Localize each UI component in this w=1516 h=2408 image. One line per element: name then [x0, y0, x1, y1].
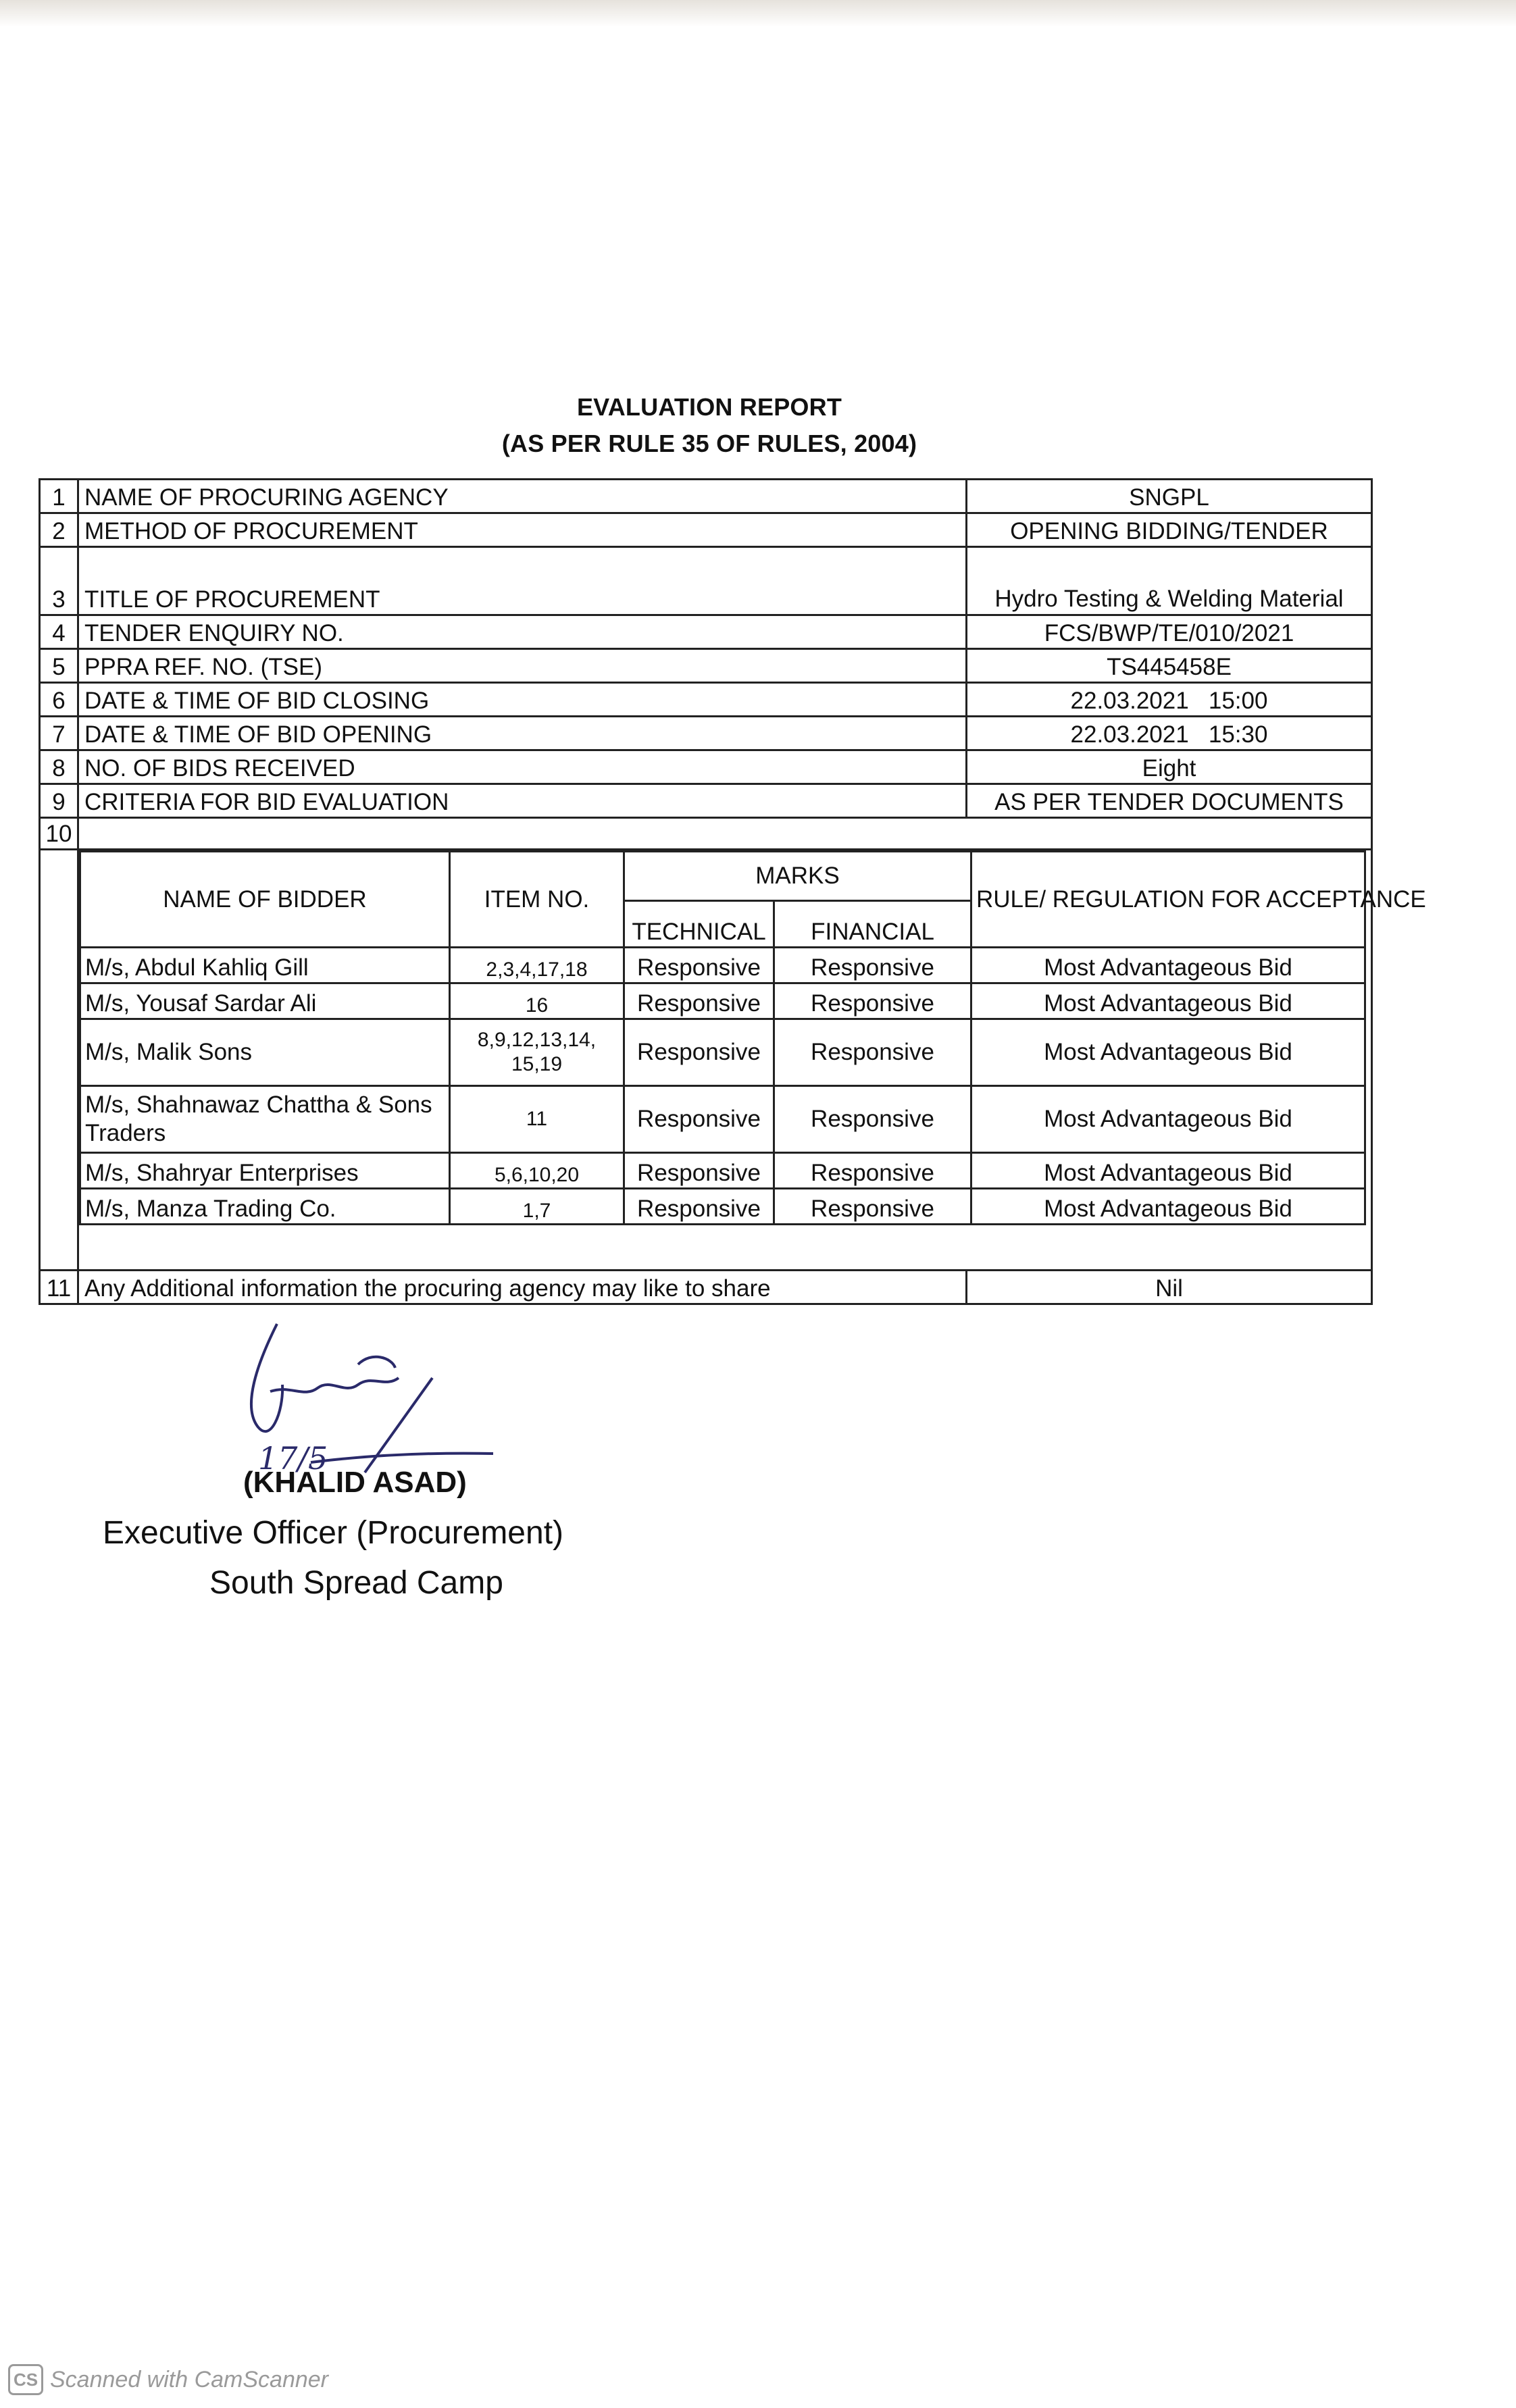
row-bids-received: [40, 750, 1372, 784]
row-bidders: [40, 850, 1372, 1271]
row-label: PPRA REF. NO. (TSE): [78, 649, 967, 683]
row-number-empty: [40, 850, 78, 1271]
bidder-financial: Responsive: [774, 948, 971, 983]
row-label: DATE & TIME OF BID CLOSING: [78, 683, 967, 717]
row-value: Nil: [967, 1271, 1372, 1304]
camscanner-watermark: [8, 2364, 328, 2395]
row-ten-blank: [78, 818, 1372, 850]
row-number: 6: [40, 683, 78, 717]
bidder-technical: Responsive: [624, 1153, 774, 1189]
row-value: OPENING BIDDING/TENDER: [967, 513, 1372, 547]
row-criteria: [40, 784, 1372, 818]
bidder-rule: Most Advantageous Bid: [971, 1086, 1365, 1153]
row-number: 1: [40, 480, 78, 513]
bidders-cell: [78, 850, 1426, 1271]
row-bid-closing: [40, 683, 1372, 717]
bidder-items: 2,3,4,17,18: [450, 948, 624, 983]
bidder-row: [80, 1153, 1365, 1189]
bidder-rule: Most Advantageous Bid: [971, 1153, 1365, 1189]
row-label: TENDER ENQUIRY NO.: [78, 615, 967, 649]
bidder-row: [80, 1086, 1365, 1153]
bidder-financial: Responsive: [774, 1189, 971, 1225]
bidder-financial: Responsive: [774, 1086, 971, 1153]
bidder-name: M/s, Malik Sons: [80, 1019, 450, 1086]
bidder-technical: Responsive: [624, 983, 774, 1019]
bidder-rule: Most Advantageous Bid: [971, 948, 1365, 983]
report-title: EVALUATION REPORT: [576, 393, 842, 421]
row-enquiry: [40, 615, 1372, 649]
row-value: Eight: [967, 750, 1372, 784]
bidder-name: M/s, Yousaf Sardar Ali: [80, 983, 450, 1019]
bidder-name: M/s, Shahryar Enterprises: [80, 1153, 450, 1189]
bidder-items: 8,9,12,13,14, 15,19: [450, 1019, 624, 1086]
bidder-rule: Most Advantageous Bid: [971, 1019, 1365, 1086]
bidder-row: [80, 983, 1365, 1019]
bidders-header-row: [80, 852, 1365, 901]
scan-edge: [0, 0, 1516, 27]
bidder-name: M/s, Manza Trading Co.: [80, 1189, 450, 1225]
bidder-row: [80, 1189, 1365, 1225]
row-label: NAME OF PROCURING AGENCY: [78, 480, 967, 513]
handwritten-date: 17/5: [258, 1440, 328, 1477]
row-label: Any Additional information the procuring agency may like to share: [78, 1271, 967, 1304]
row-value: AS PER TENDER DOCUMENTS: [967, 784, 1372, 818]
row-number: 2: [40, 513, 78, 547]
row-number: 4: [40, 615, 78, 649]
row-label: DATE & TIME OF BID OPENING: [78, 717, 967, 750]
row-value: 22.03.2021 15:30: [967, 717, 1372, 750]
row-label: CRITERIA FOR BID EVALUATION: [78, 784, 967, 818]
bidders-table: [79, 850, 1426, 1225]
row-value: FCS/BWP/TE/010/2021: [967, 615, 1372, 649]
bidder-rule: Most Advantageous Bid: [971, 1189, 1365, 1225]
row-label: TITLE OF PROCUREMENT: [78, 547, 967, 615]
row-bid-opening: [40, 717, 1372, 750]
bidder-financial: Responsive: [774, 1153, 971, 1189]
row-number: 11: [40, 1271, 78, 1304]
bidder-technical: Responsive: [624, 1086, 774, 1153]
header-technical: TECHNICAL: [624, 901, 774, 948]
row-value: 22.03.2021 15:00: [967, 683, 1372, 717]
evaluation-table: [39, 478, 1426, 1305]
bidder-rule: Most Advantageous Bid: [971, 983, 1365, 1019]
watermark-text: Scanned with CamScanner: [50, 2366, 329, 2392]
bidder-technical: Responsive: [624, 1019, 774, 1086]
bidder-items: 11: [450, 1086, 624, 1153]
row-number: 5: [40, 649, 78, 683]
header-item: ITEM NO.: [450, 852, 624, 948]
row-label: NO. OF BIDS RECEIVED: [78, 750, 967, 784]
camscanner-logo-icon: CS: [8, 2364, 43, 2395]
bidder-technical: Responsive: [624, 948, 774, 983]
header-marks: MARKS: [624, 852, 971, 901]
row-number: 8: [40, 750, 78, 784]
bidder-financial: Responsive: [774, 983, 971, 1019]
header-rule: RULE/ REGULATION FOR ACCEPTANCE: [971, 852, 1365, 948]
row-procuring-agency: [40, 480, 1372, 513]
bidder-row: [80, 948, 1365, 983]
bidder-items: 16: [450, 983, 624, 1019]
row-value: TS445458E: [967, 649, 1372, 683]
report-subtitle: (AS PER RULE 35 OF RULES, 2004): [501, 430, 917, 457]
bidder-financial: Responsive: [774, 1019, 971, 1086]
row-number: 7: [40, 717, 78, 750]
row-number: 3: [40, 547, 78, 615]
signatory-name: (KHALID ASAD): [243, 1466, 467, 1499]
row-number: 9: [40, 784, 78, 818]
row-ten: [40, 818, 1372, 850]
bidder-technical: Responsive: [624, 1189, 774, 1225]
bidder-name: M/s, Shahnawaz Chattha & Sons Traders: [80, 1086, 450, 1153]
bidder-items: 5,6,10,20: [450, 1153, 624, 1189]
row-label: METHOD OF PROCUREMENT: [78, 513, 967, 547]
header-financial: FINANCIAL: [774, 901, 971, 948]
row-ppra-ref: [40, 649, 1372, 683]
bidder-row: [80, 1019, 1365, 1086]
row-title: [40, 547, 1372, 615]
bidder-name: M/s, Abdul Kahliq Gill: [80, 948, 450, 983]
row-value: Hydro Testing & Welding Material: [967, 547, 1372, 615]
row-number: 10: [40, 818, 78, 850]
row-method: [40, 513, 1372, 547]
bidder-items: 1,7: [450, 1189, 624, 1225]
header-bidder: NAME OF BIDDER: [80, 852, 450, 948]
signatory-title: Executive Officer (Procurement): [103, 1515, 564, 1551]
row-value: SNGPL: [967, 480, 1372, 513]
handwritten-signature: [230, 1310, 500, 1486]
row-additional-info: [40, 1271, 1372, 1304]
signatory-unit: South Spread Camp: [209, 1565, 503, 1601]
